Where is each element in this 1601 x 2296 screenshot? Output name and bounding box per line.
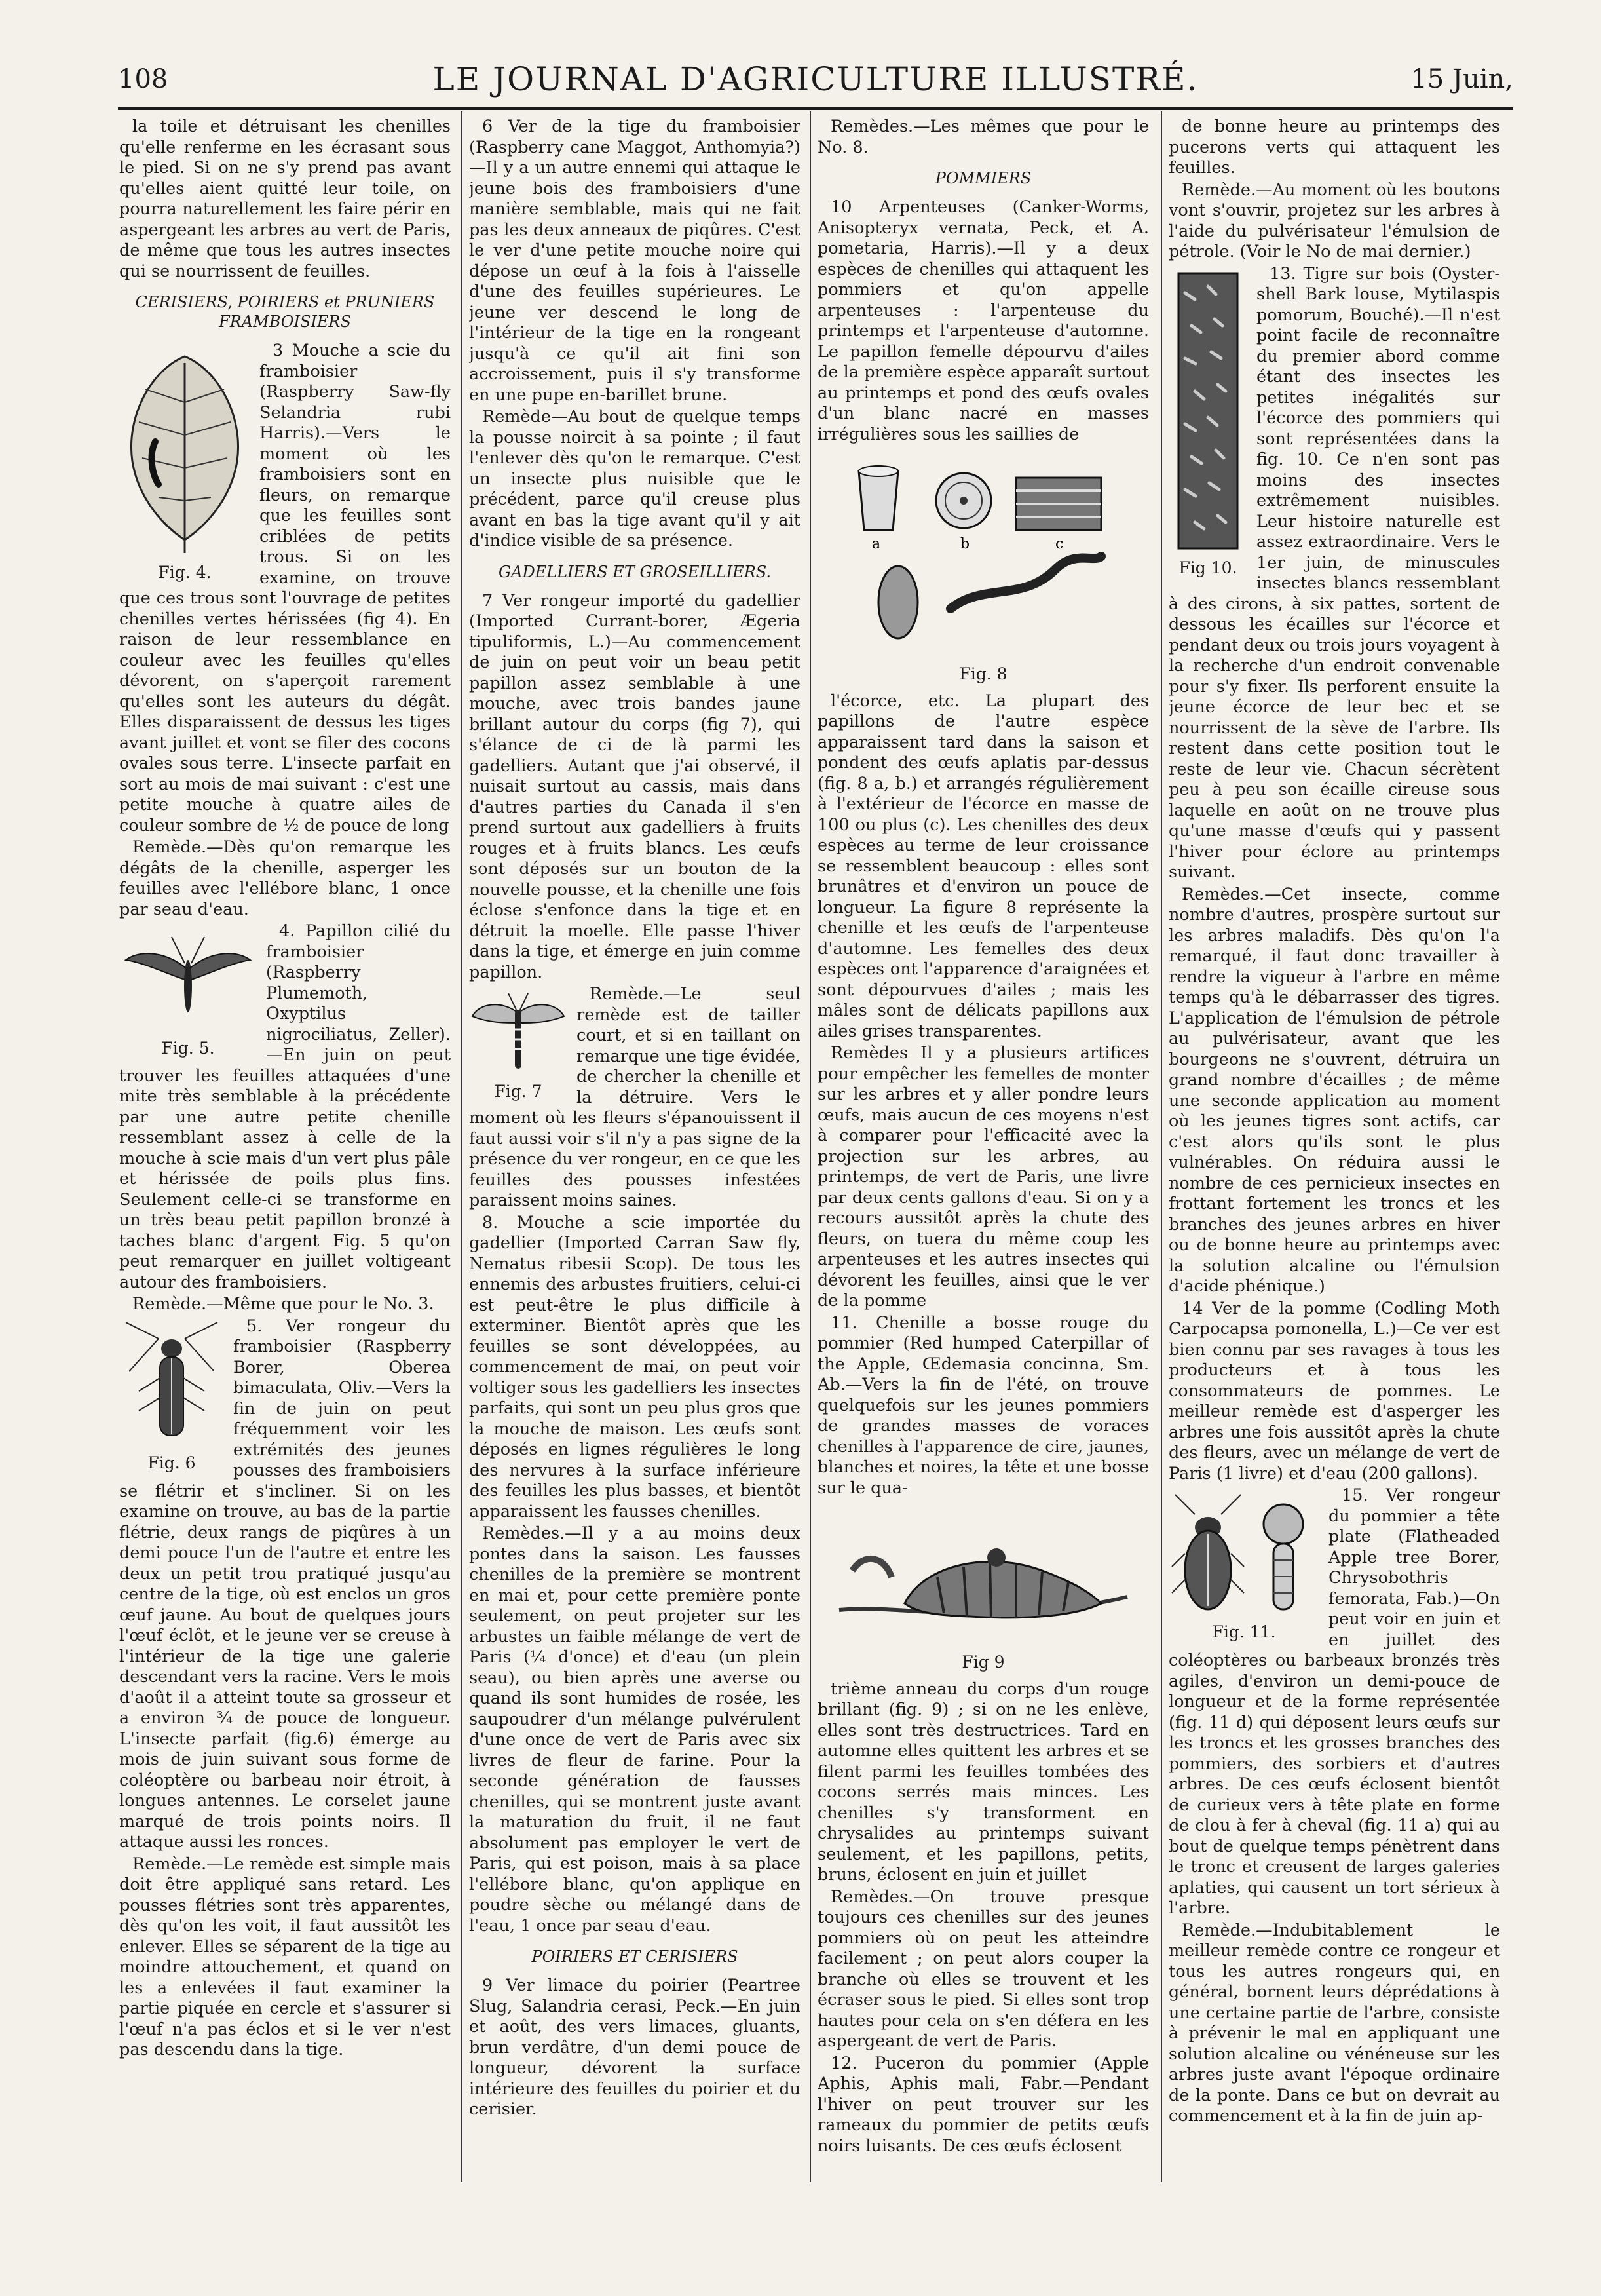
figure-6: [119, 1319, 224, 1474]
paragraph: 4. Papillon cilié du framboisier (Raspberry Plumemoth, Oxyptilus nigrociliatus, Zeller).—En juin on peut trouver les feuilles attaquées d'une mite très semblable à la précédente par une autre petite chenille ressemblant assez à celle de la mouche à scie mais d'un vert plus pâle et hérissée de poils plus fins. Seulement celle-ci se transforme en un très beau petit papillon bronzé à taches blanc d'argent Fig. 5 qu'on peut remarquer en juillet voltigeant autour des framboisiers.: [119, 921, 451, 1292]
paragraph: 10 Arpenteuses (Canker-Worms, Anisopteryx vernata, Peck, et A. pometaria, Harris).—Il y a deux espèces de chenilles qui attaquent les pommiers et qu'on appelle arpenteuses : l'arpenteuse du printemps et l'arpenteuse d'automne. Le papillon femelle dépourvu d'ailes de la première espèce apparaît surtout au printemps et pond des œufs ovales d'un blanc nacré en masses irrégulières sous les saillies de: [818, 197, 1149, 444]
paragraph: 6 Ver de la tige du framboisier (Raspberry cane Maggot, Anthomyia?)—Il y a un autre ennemi qui attaque le jeune bois des framboisiers d'une manière semblable, mais qui ne fait pas les deux anneaux de piqûres. C'est le ver d'une petite mouche noire qui dépose un œuf à la fois à l'aisselle d'une des feuilles supérieures. Le jeune ver descend le long de l'intérieur de la tige en la rongeant jusqu'à ce qu'il ait fini son accroissement, puis il s'y transforme en une pupe en-barillet brune.: [469, 117, 800, 405]
scale-covered-bark-icon: [1169, 267, 1247, 555]
flatheaded-borer-icon: [1169, 1488, 1319, 1619]
plume-moth-icon: [119, 924, 257, 1035]
paragraph: Remède.—Le seul remède est de tailler court, et si en taillant on remarque une tige évidée, de chercher la chenille et la détruire. Vers le moment où les fleurs s'épanouissent il faut aussi voir s'il n'y a pas signe de la présence du ver rongeur, en ce que les feuilles des pousses infestées paraissent moins saines.: [469, 984, 800, 1210]
figure-caption: Fig. 7: [494, 1082, 542, 1101]
figure-caption: Fig. 5.: [161, 1039, 215, 1058]
figure-7: [469, 987, 567, 1102]
paragraph: Remèdes.—Les mêmes que pour le No. 8.: [818, 117, 1149, 157]
paragraph: 15. Ver rongeur du pommier a tête plate (Flatheaded Apple tree Borer, Chrysobothris femorata, Fab.)—On peut voir en juin et en juillet des coléoptères ou barbeaux bronzés très agiles, d'environ un demi-pouce de longueur et de la forme représentée (fig. 11 d) qui déposent leurs œufs sur les troncs et les grosses branches des pommiers, des sorbiers et d'autres arbres. De ces œufs éclosent bientôt de curieux vers à tête plate en forme de clou à fer à cheval (fig. 11 a) qui au bout de quelque temps pénètrent dans le tronc et creusent de larges galeries aplaties, qui causent un tort sérieux à l'arbre.: [1169, 1485, 1500, 1918]
paragraph: Remèdes.—Il y a au moins deux pontes dans la saison. Les fausses chenilles de la première se montrent en mai et, pour cette première ponte seulement, on peut projeter sur les arbustes un faible mélange de vert de Paris (¼ d'once) et d'eau (un plein seau), ou bien après une averse ou quand ils sont humides de rosée, les saupoudrer d'un mélange pulvérulent d'une once de vert de Paris avec six livres de fleur de farine. Pour la seconde génération de fausses chenilles, qui se montrent juste avant la maturation du fruit, il ne faut absolument pas employer le vert de Paris, qui est poison, mais à sa place l'ellébore blanc, qu'on applique en poudre sèche ou mélangé dans de l'eau, 1 once par seau d'eau.: [469, 1523, 800, 1936]
paragraph: 12. Puceron du pommier (Apple Aphis, Aphis mali, Fabr.—Pendant l'hiver on peut trouver sur les rameaux du pommier de petits œufs noirs luisants. De ces œufs éclosent: [818, 2053, 1149, 2156]
raspberry-leaf-icon: [119, 343, 250, 560]
figure-caption: Fig. 11.: [1212, 1622, 1276, 1641]
paragraph: 3 Mouche a scie du framboisier (Raspberry Saw-fly Selandria rubi Harris).—Vers le moment où les framboisiers sont en fleurs, on remarque que les feuilles sont criblées de petits trous. Si on les examine, on trouve que ces trous sont l'ouvrage de petites chenilles vertes hérissées (fig 4). En raison de leur ressemblance en couleur avec les feuilles qu'elles dévorent, on s'aperçoit rarement qu'elles sont les auteurs du dégât. Elles disparaissent de dessus les tiges avant juillet et vont se filer des cocons ovales sous terre. L'insecte parfait en sort au mois de mai suivant : c'est une petite mouche à quatre ailes de couleur sombre de ½ de pouce de long: [119, 341, 451, 835]
paragraph: la toile et détruisant les chenilles qu'elle renferme en les écrasant sous le pied. Si on ne s'y prend pas avant qu'elles aient quitté leur toile, on pourra naturellement les faire périr en aspergeant les arbres au vert de Paris, de même que tous les autres insectes qui se nourrissent de feuilles.: [119, 117, 451, 281]
paragraph: Remède.—Dès qu'on remarque les dégâts de la chenille, asperger les feuilles avec l'ellébore blanc, 1 once par seau d'eau.: [119, 837, 451, 919]
section-heading: CERISIERS, POIRIERS et PRUNIERS FRAMBOISIERS: [135, 293, 435, 331]
figure-11: [1169, 1488, 1319, 1643]
figure-caption: Fig 9: [962, 1653, 1005, 1672]
paragraph: Remède.—Indubitablement le meilleur remède contre ce rongeur et tous les autres rongeurs qui, en général, bornent leurs déprédations à une certaine partie de l'arbre, consiste à prévenir le mal en appliquant une solution alcaline ou vénéneuse sur les arbres juste avant l'époque ordinaire de la ponte. Dans ce but on devrait au commencement et à la fin de juin ap-: [1169, 1920, 1500, 2126]
paragraph: Remède.—Même que pour le No. 3.: [132, 1294, 434, 1314]
page-header: [118, 60, 1513, 106]
figure-10: [1169, 267, 1247, 579]
section-heading: GADELLIERS ET GROSEILLIERS.: [499, 562, 771, 581]
paragraph: Remèdes.—On trouve presque toujours ces chenilles sur des jeunes pommiers où on peut les atteindre facilement ; on peut alors couper la branche où elles se trouvent et les écraser sous le pied. Si elles sont trop hautes pour cela on s'en défera en les aspergeant de vert de Paris.: [818, 1886, 1149, 2051]
paragraph: 8. Mouche a scie importée du gadellier (Imported Carran Saw fly, Nematus ribesii Scop). De tous les ennemis des arbustes fruitiers, celui-ci est peut-être le plus difficile à exterminer. Bientôt après que les feuilles se sont développées, au commencement de mai, on peut voir voltiger sous les gadelliers les insectes parfaits, qui sont un peu plus gros que la mouche de maison. Les œufs sont déposés en lignes régulières le long des nervures à la surface inférieure des feuilles les plus basses, et bientôt apparaissent les fausses chenilles.: [469, 1212, 800, 1521]
paragraph: 9 Ver limace du poirier (Peartree Slug, Salandria cerasi, Peck.—En juin et août, des vers limaces, gluants, brun verdâtre, d'un demi pouce de longueur, dévorent la surface intérieure des feuilles du poirier et du cerisier.: [469, 1976, 800, 2119]
paragraph: de bonne heure au printemps des pucerons verts qui attaquent les feuilles.: [1169, 117, 1500, 178]
figure-8-label-a: a: [872, 536, 881, 552]
figure-caption: Fig. 4.: [158, 563, 212, 582]
paragraph: 5. Ver rongeur du framboisier (Raspberry Borer, Oberea bimaculata, Oliv.—Vers la fin de juin on peut fréquemment voir les extrémités des jeunes pousses des framboisiers se flétrir et s'incliner. Si on les examine on trouve, au bas de la partie flétrie, deux rangs de piqûres à un demi pouce l'un de l'autre et entre les deux un petit trou pratiqué jusqu'au centre de la tige, où est enclos un gros œuf jaune. Au bout de quelques jours l'œuf éclôt, et le jeune ver se creuse à l'intérieur de la tige une galerie descendant vers la racine. Vers le mois d'août il a atteint toute sa grosseur et a environ ¾ de pouce de longueur. L'insecte parfait (fig.6) émerge au mois de juin suivant sous forme de coléoptère ou barbeau noir étroit, à longues antennes. Le corselet jaune marqué de trois points noirs. Il attaque aussi les ronces.: [119, 1316, 451, 1852]
paragraph: Remède.—Au moment où les boutons vont s'ouvrir, projetez sur les arbres à l'aide du pulvérisateur l'émulsion de pétrole. (Voir le No de mai dernier.): [1169, 180, 1500, 261]
section-heading: POIRIERS ET CERISIERS: [531, 1947, 738, 1966]
paragraph: trième anneau du corps d'un rouge brillant (fig. 9) ; si on ne les enlève, elles sont très destructrices. Tard en automne elles quittent les arbres et se filent parmi les feuilles tombées des cocons serrés mais minces. Les chenilles s'y transforment en chrysalides au printemps suivant seulement, et les papillons, petits, bruns, éclosent en juin et juillet: [818, 1679, 1149, 1885]
paragraph: Remède.—Le remède est simple mais doit être appliqué sans retard. Les pousses flétries sont très apparentes, dès qu'on les voit, il faut aussitôt les enlever. Elles se séparent de la tige au moindre attouchement, et quand on les a enlevées il faut examiner la partie piquée en cercle et s'assurer si l'œuf n'a pas éclos et si le ver n'est pas descendu dans la tige.: [119, 1854, 451, 2059]
column-4: [1169, 117, 1500, 2181]
issue-date: 15 Juin,: [1410, 64, 1513, 94]
paragraph: 11. Chenille a bosse rouge du pommier (Red humped Caterpillar of the Apple, Œdemasia concinna, Sm. Ab.—Vers la fin de l'été, on trouve quelquefois sur les jeunes pommiers de grandes masses de voraces chenilles à l'apparence de cire, jaunes, blanches et noires, la tête et une bosse sur le qua-: [818, 1312, 1149, 1498]
paragraph: Remèdes Il y a plusieurs artifices pour empêcher les femelles de monter sur les arbres et y aller pondre leurs œufs, mais aucun de ces moyens n'est à comparer pour l'efficacité avec la projection sur les arbres, au printemps, de vert de Paris, une livre par deux cents gallons d'eau. Si on y a recours aussitôt après la chute des fleurs, on tuera du même coup les arpenteuses et les autres insectes qui dévorent les feuilles, ainsi que le ver de la pomme: [818, 1043, 1149, 1311]
paragraph: 14 Ver de la pomme (Codling Moth Carpocapsa pomonella, L.)—Ce ver est bien connu par ses ravages à tous les producteurs et à tous les consommateurs de pommes. Le meilleur remède est d'asperger les arbres une fois aussitôt après la chute des fleurs, avec un mélange de vert de Paris (1 livre) et d'eau (200 gallons).: [1169, 1298, 1500, 1483]
paragraph: 13. Tigre sur bois (Oyster-shell Bark louse, Mytilaspis pomorum, Bouché).—Il n'est point facile de reconnaître du premier abord comme étant des insectes les petites inégalités sur l'écorce des pommiers qui sont représentées dans la fig. 10. Ce n'en sont pas moins des insectes extrêmement nuisibles. Leur histoire naturelle est assez extraordinaire. Vers le 1er juin, de minuscules insectes blancs ressemblant à des cirons, à six pattes, sortent de dessous les écailles sur l'écorce et pendant deux ou trois jours voyagent à la recherche d'un endroit convenable pour s'y fixer. Ils perforent ensuite la jeune écorce de leur bec et se nourrissent de la sève de l'arbre. Ils restent dans cette position tout le reste de leur vie. Chacun sécrètent peu à peu son écaille cireuse sous laquelle en août on ne trouve plus qu'une masse d'œufs qui y passent l'hiver pour éclore au printemps suivant.: [1169, 263, 1500, 882]
figure-caption: Fig. 8: [959, 664, 1008, 683]
red-humped-caterpillar-icon: [826, 1505, 1140, 1649]
column-2: [469, 117, 800, 2181]
figure-5: [119, 924, 257, 1059]
figure-9: [818, 1505, 1149, 1673]
section-heading: POMMIERS: [935, 169, 1032, 187]
figure-caption: Fig. 6: [147, 1453, 196, 1472]
clearwing-moth-icon: [469, 987, 567, 1079]
page-number: 108: [118, 64, 168, 94]
column-divider: [461, 111, 462, 2182]
figure-8-label-b: b: [960, 536, 970, 552]
column-divider: [810, 111, 811, 2182]
column-1: [119, 117, 451, 2181]
column-divider: [1161, 111, 1162, 2182]
figure-caption: Fig 10.: [1178, 558, 1237, 577]
paragraph: Remède—Au bout de quelque temps la pousse noircit à sa pointe ; il faut l'enlever dès qu'on le remarque. C'est un insecte plus nuisible que le précédent, parce qu'il creuse plus avant en bas la tige avant qu'il y ait d'indice visible de sa présence.: [469, 407, 800, 550]
figure-8-label-c: c: [1055, 536, 1064, 552]
paragraph: l'écorce, etc. La plupart des papillons de l'autre espèce apparaissent tard dans la saison et pondent des œufs aplatis par-dessus (fig. 8 a, b.) et arrangés régulièrement à l'extérieur de l'écorce en masse de 100 ou plus (c). Les chenilles des deux espèces au terme de leur croissance se ressemblent beaucoup : elles sont brunâtres et d'environ un pouce de longueur. La figure 8 représente la chenille et les œufs de l'arpenteuse d'automne. Les femelles des deux espèces ont l'apparence d'araignées et sont dépourvues d'ailes ; mais les mâles sont de délicats papillons aux ailes grises transparentes.: [818, 691, 1149, 1041]
journal-title: LE JOURNAL D'AGRICULTURE ILLUSTRÉ.: [432, 60, 1199, 98]
column-3: [818, 117, 1149, 2181]
beetle-icon: [119, 1319, 224, 1450]
header-rule: [118, 107, 1513, 110]
figure-8: [818, 451, 1149, 685]
cankerworm-eggs-icon: [839, 451, 1127, 661]
paragraph: 7 Ver rongeur importé du gadellier (Imported Currant-borer, Ægeria tipuliformis, L.)—Au commencement de juin on peut voir un beau petit papillon assez semblable à une mouche, avec trois bandes jaune brillant autour du corps (fig 7), qui s'élance de ci de là parmi les gadelliers. Autant que j'ai observé, il nuisait surtout au cassis, mais dans d'autres parties du Canada il s'en prend surtout aux gadelliers à fruits rouges et à fruits blancs. Les œufs sont déposés sur un bouton de la nouvelle pousse, et la chenille une fois éclose s'enfonce dans la tige et en détruit la moelle. Elle passe l'hiver dans la tige, et émerge en juin comme papillon.: [469, 590, 800, 982]
figure-4: [119, 343, 250, 583]
paragraph: Remèdes.—Cet insecte, comme nombre d'autres, prospère surtout sur les arbres maladifs. Dès qu'on l'a remarqué, il faut donc travailler à rendre la vigueur à l'arbre en même temps qu'à le débarrasser des tigres. L'application de l'émulsion de pétrole au pulvérisateur, avant que les bourgeons ne s'ouvrent, détruira un grand nombre d'écailles ; de même une seconde application au moment où les jeunes tigres sont actifs, car c'est alors qu'ils sont le plus vulnérables. On réduira aussi le nombre de ces pernicieux insectes en frottant fortement les troncs et les branches des jeunes arbres en hiver ou de bonne heure au printemps avec la solution alcaline ou l'émulsion d'acide phénique.): [1169, 884, 1500, 1296]
